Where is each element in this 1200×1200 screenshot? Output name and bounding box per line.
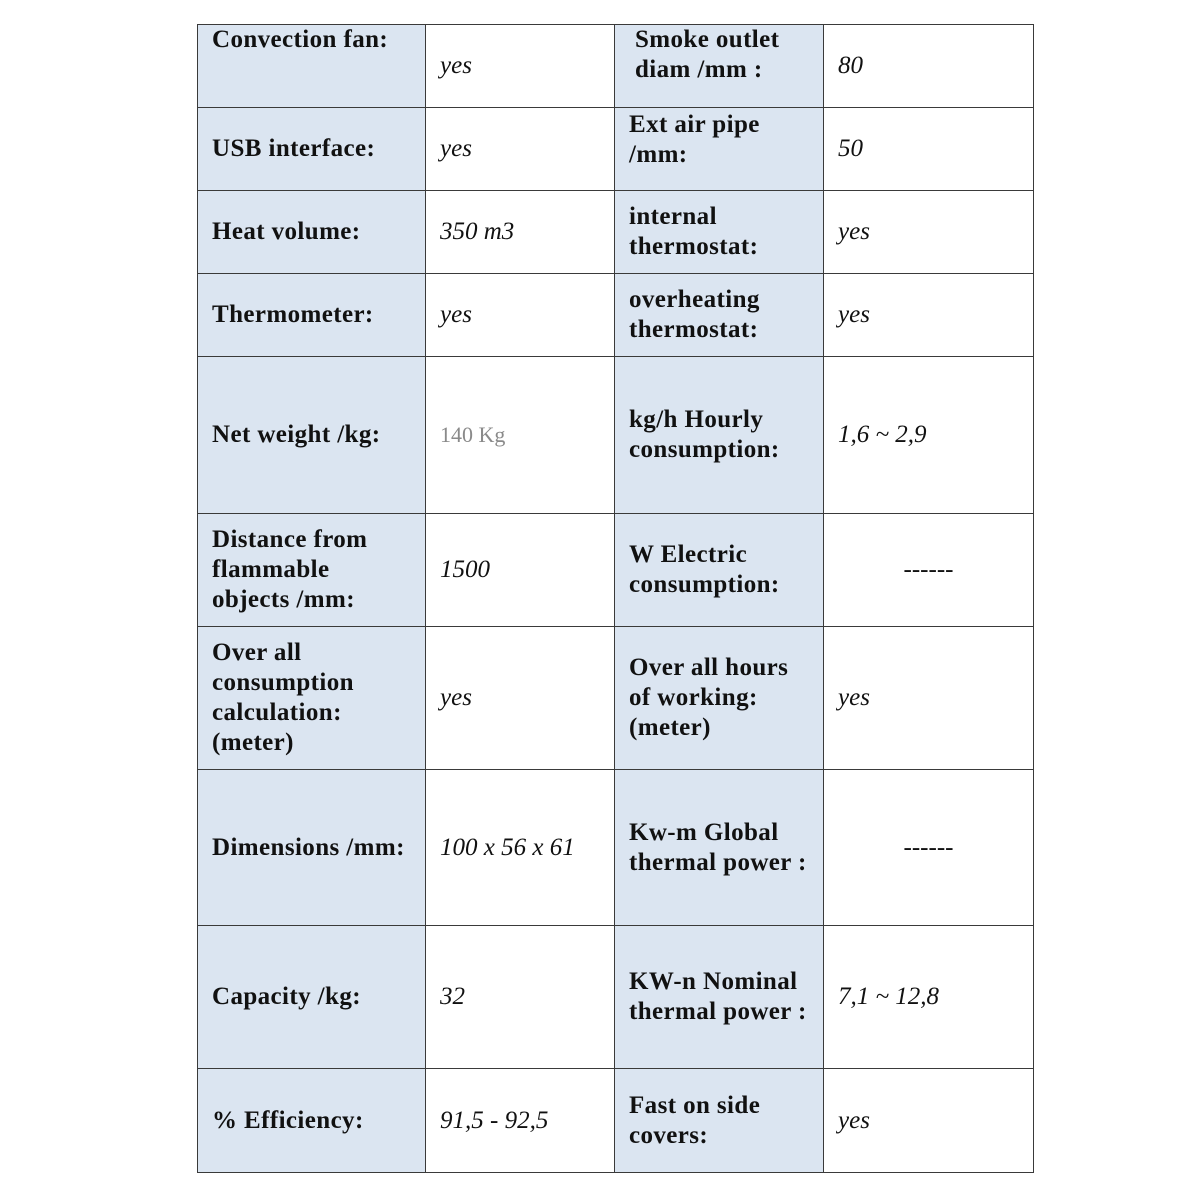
spec-table [197, 24, 1034, 1173]
value-global-thermal-power: ------ [824, 770, 1034, 926]
value-overheating-thermostat: yes [824, 274, 1034, 357]
table-row [198, 274, 1034, 357]
value-capacity: 32 [426, 926, 615, 1069]
table-row [198, 25, 1034, 108]
value-nominal-thermal-power: 7,1 ~ 12,8 [824, 926, 1034, 1069]
label-smoke-outlet: Smoke outlet diam /mm : [615, 25, 824, 108]
label-electric-consumption: W Electric consumption: [615, 514, 824, 627]
label-hourly-consumption: kg/h Hourly consumption: [615, 357, 824, 514]
label-internal-thermostat: internal thermostat: [615, 191, 824, 274]
value-thermometer: yes [426, 274, 615, 357]
label-thermometer: Thermometer: [198, 274, 426, 357]
value-overall-hours: yes [824, 627, 1034, 770]
label-overall-consumption: Over all consumption calculation: (meter) [198, 627, 426, 770]
label-nominal-thermal-power: KW-n Nominal thermal power : [615, 926, 824, 1069]
table-row [198, 926, 1034, 1069]
label-net-weight: Net weight /kg: [198, 357, 426, 514]
value-net-weight: 140 Kg [426, 357, 615, 514]
label-distance-flammable: Distance from flammable objects /mm: [198, 514, 426, 627]
table-row [198, 627, 1034, 770]
label-global-thermal-power: Kw-m Global thermal power : [615, 770, 824, 926]
label-convection-fan: Convection fan: [198, 25, 426, 108]
value-electric-consumption: ------ [824, 514, 1034, 627]
table-row [198, 1069, 1034, 1173]
value-overall-consumption: yes [426, 627, 615, 770]
label-capacity: Capacity /kg: [198, 926, 426, 1069]
value-smoke-outlet: 80 [824, 25, 1034, 108]
table-row [198, 108, 1034, 191]
label-fast-side-covers: Fast on side covers: [615, 1069, 824, 1173]
label-efficiency: % Efficiency: [198, 1069, 426, 1173]
value-heat-volume: 350 m3 [426, 191, 615, 274]
table-row [198, 770, 1034, 926]
value-efficiency: 91,5 - 92,5 [426, 1069, 615, 1173]
value-dimensions: 100 x 56 x 61 [426, 770, 615, 926]
label-overall-hours: Over all hours of working: (meter) [615, 627, 824, 770]
label-usb-interface: USB interface: [198, 108, 426, 191]
value-convection-fan: yes [426, 25, 615, 108]
value-hourly-consumption: 1,6 ~ 2,9 [824, 357, 1034, 514]
label-heat-volume: Heat volume: [198, 191, 426, 274]
label-dimensions: Dimensions /mm: [198, 770, 426, 926]
label-overheating-thermostat: overheating thermostat: [615, 274, 824, 357]
label-ext-air-pipe: Ext air pipe /mm: [615, 108, 824, 191]
table-row [198, 357, 1034, 514]
value-fast-side-covers: yes [824, 1069, 1034, 1173]
table-row [198, 514, 1034, 627]
table-row [198, 191, 1034, 274]
value-ext-air-pipe: 50 [824, 108, 1034, 191]
value-internal-thermostat: yes [824, 191, 1034, 274]
value-distance-flammable: 1500 [426, 514, 615, 627]
value-usb-interface: yes [426, 108, 615, 191]
